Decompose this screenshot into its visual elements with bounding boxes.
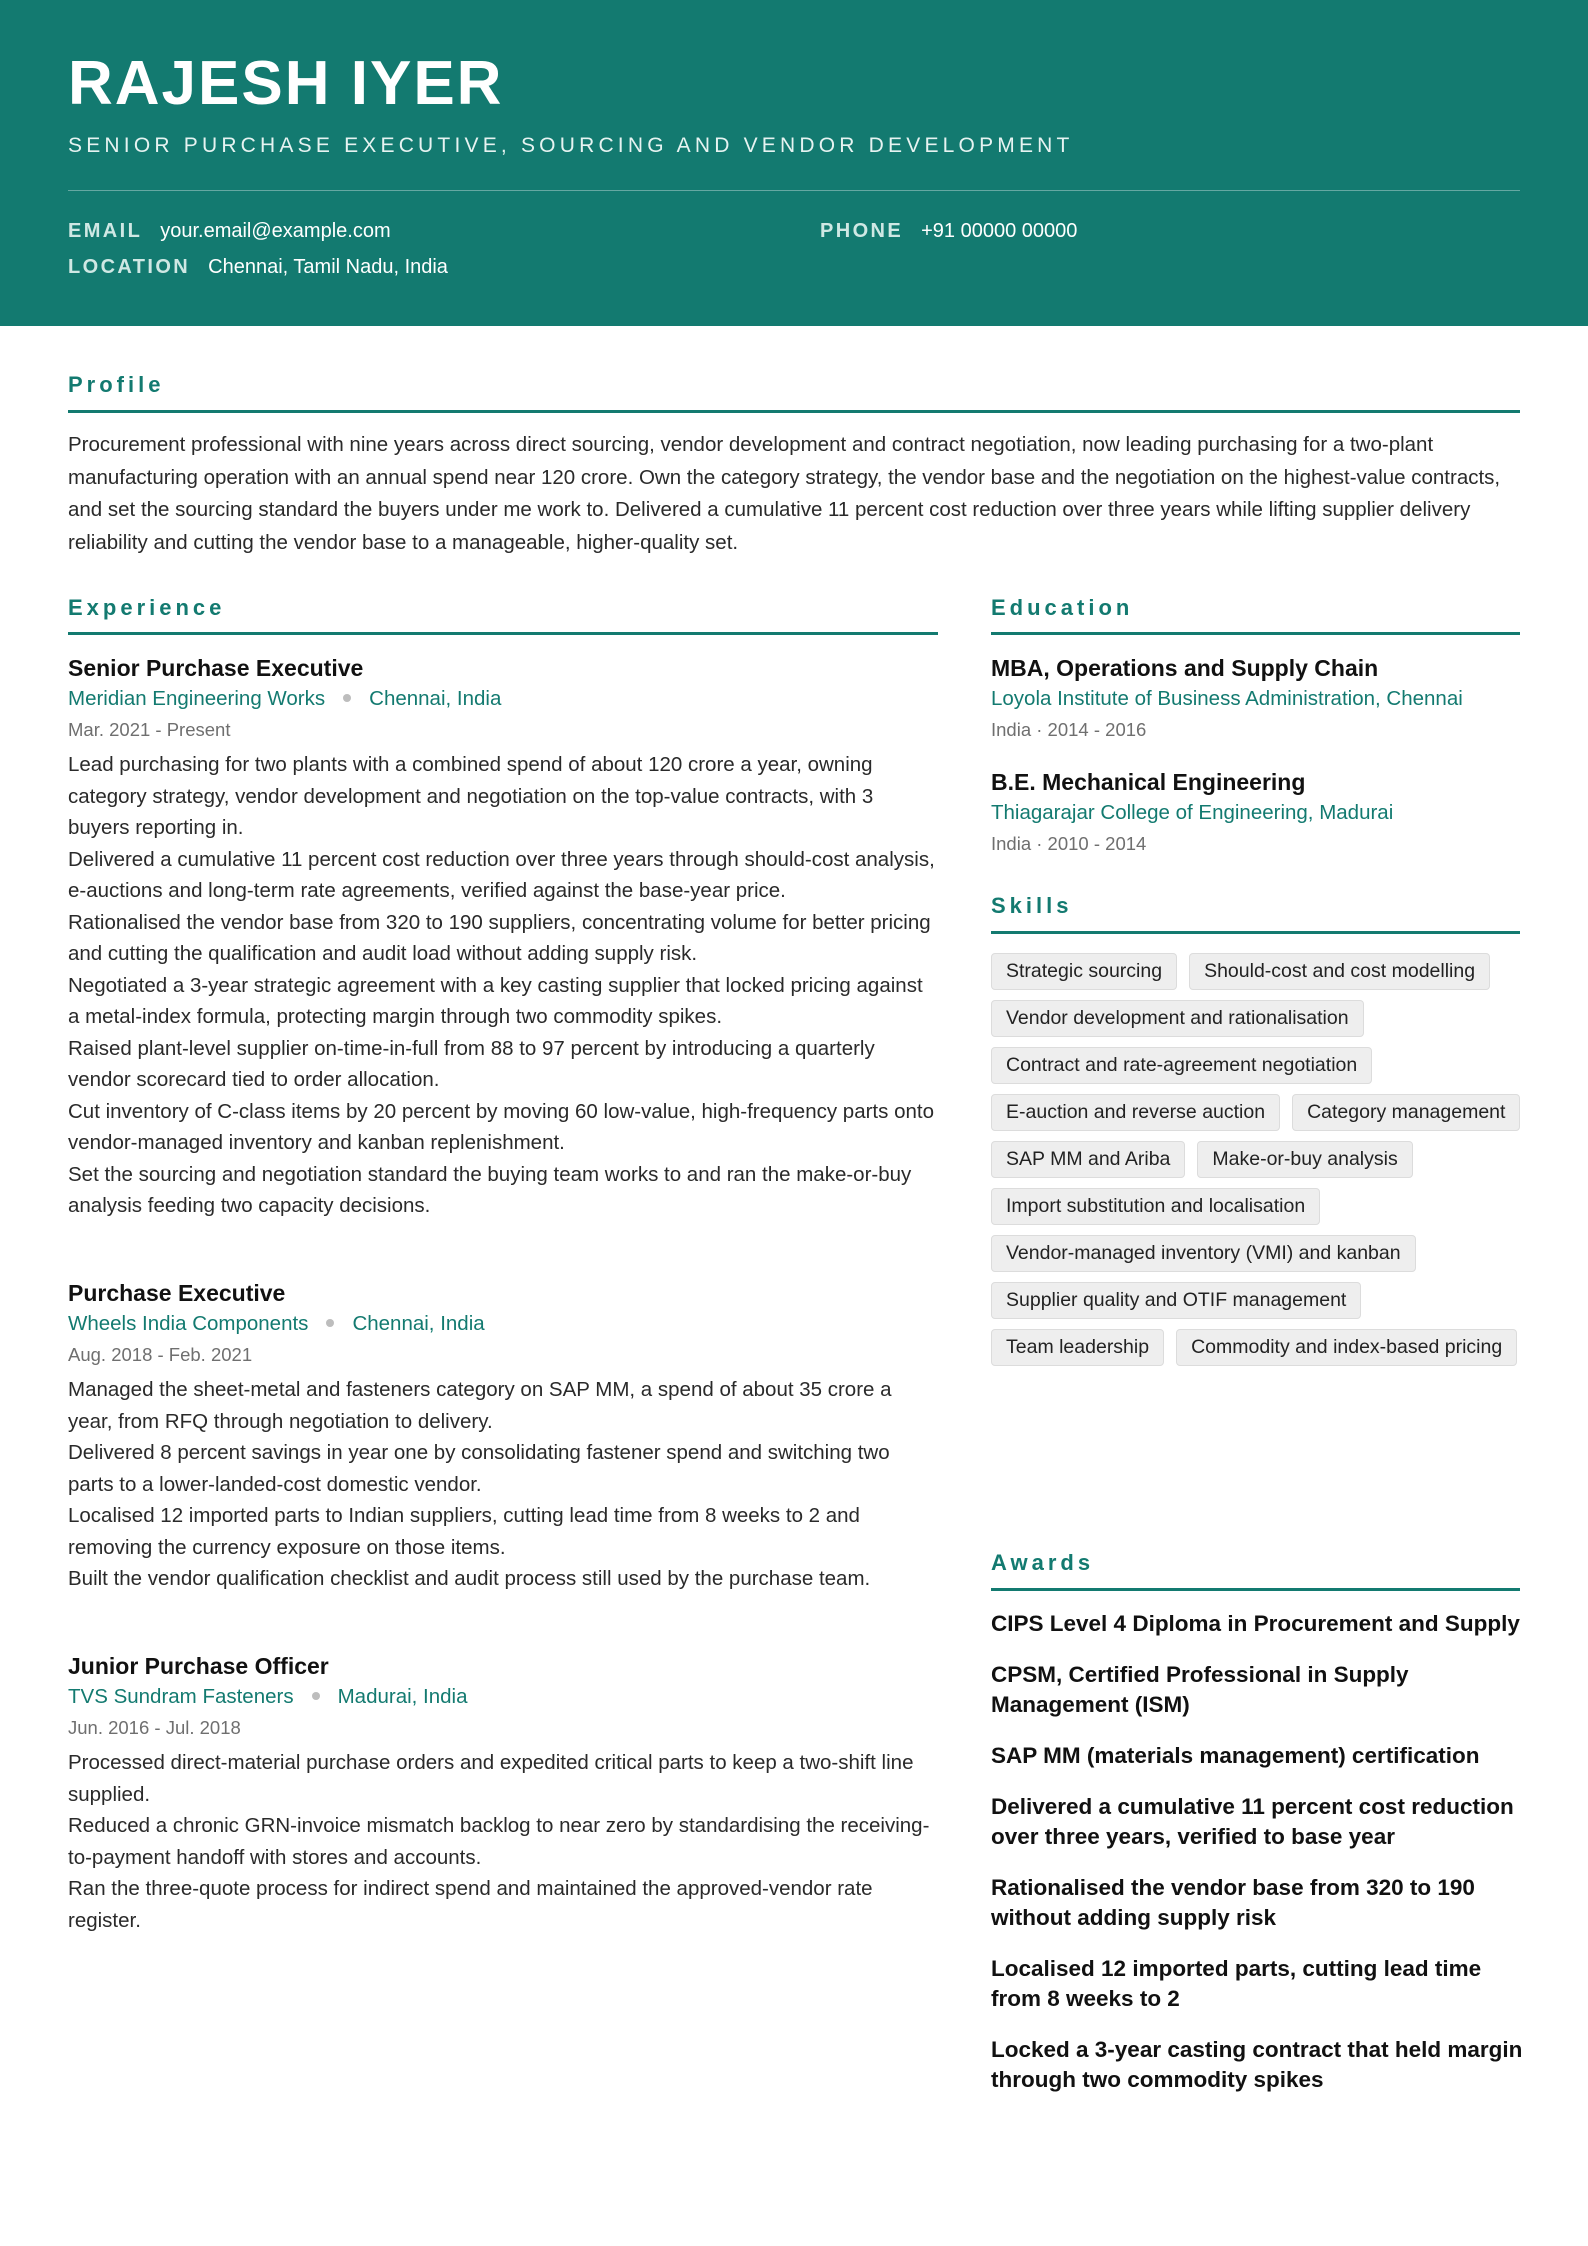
awards-heading: Awards [991, 1550, 1095, 1575]
job-title: Junior Purchase Officer [68, 1653, 329, 1679]
candidate-headline: SENIOR PURCHASE EXECUTIVE, SOURCING AND VENDOR DEVELOPMENT [68, 134, 1074, 157]
job-bullet: Managed the sheet-metal and fasteners category on SAP MM, a spend of about 35 crore a year, from RFQ through negotiation to delivery. [68, 1378, 892, 1433]
job-bullet: Set the sourcing and negotiation standard the buying team works to and ran the make-or-buy analysis feeding two capacity decisions. [68, 1162, 912, 1217]
award-item: Delivered a cumulative 11 percent cost reduction over three years, verified to base year [991, 1794, 1514, 1849]
award-item: CPSM, Certified Professional in Supply Management (ISM) [991, 1662, 1409, 1717]
job-bullet: Raised plant-level supplier on-time-in-full from 88 to 97 percent by introducing a quarterly vendor scorecard tied to order allocation. [68, 1036, 875, 1091]
skills-list [991, 953, 1531, 1366]
education-meta: India · 2010 - 2014 [991, 833, 1147, 854]
job-entry [68, 653, 938, 1222]
job-bullet: Rationalised the vendor base from 320 to 190 suppliers, concentrating volume for better pricing and cutting the qualification and audit load without adding supply risk. [68, 910, 931, 965]
phone-label: PHONE [820, 220, 904, 242]
education-entry [991, 767, 1531, 859]
job-company: TVS Sundram Fasteners [68, 1685, 294, 1708]
resume-header [0, 0, 1588, 326]
location-label: LOCATION [68, 256, 191, 278]
job-company: Meridian Engineering Works [68, 687, 326, 710]
job-bullet: Ran the three-quote process for indirect spend and maintained the approved-vendor rate register. [68, 1877, 873, 1932]
job-location: Madurai, India [337, 1685, 468, 1708]
header-divider [68, 190, 1520, 191]
job-bullet: Negotiated a 3-year strategic agreement with a key casting supplier that locked pricing against a metal-index formula, protecting margin through two commodity spikes. [68, 973, 923, 1028]
skill-tag: Should-cost and cost modelling [1189, 953, 1490, 990]
award-item: Rationalised the vendor base from 320 to 190 without adding supply risk [991, 1875, 1475, 1930]
job-bullet: Processed direct-material purchase orders and expedited critical parts to keep a two-shift line supplied. [68, 1751, 914, 1806]
candidate-name: RAJESH IYER [68, 49, 504, 118]
skill-tag: Strategic sourcing [991, 953, 1177, 990]
job-bullet: Cut inventory of C-class items by 20 percent by moving 60 low-value, high-frequency parts onto vendor-managed inventory and kanban replenishment. [68, 1099, 934, 1154]
job-title: Senior Purchase Executive [68, 655, 364, 681]
award-item: Locked a 3-year casting contract that held margin through two commodity spikes [991, 2037, 1523, 2092]
job-dates: Mar. 2021 - Present [68, 719, 231, 740]
job-company: Wheels India Components [68, 1312, 309, 1335]
job-company-line [68, 1308, 938, 1340]
phone-value[interactable]: +91 00000 00000 [921, 220, 1078, 242]
job-company-line [68, 1681, 938, 1713]
profile-summary: Procurement professional with nine years across direct sourcing, vendor development and contract negotiation, now leading purchasing for a two-plant manufacturing operation with an annual spend near 120 crore. Own the category strategy, the vendor base and the negotiation on the highest-value contracts, and set the sourcing standard the buyers under me work to. Delivered a cumulative 11 percent cost reduction over three years while lifting supplier delivery reliability and cutting the vendor base to a manageable, higher-quality set. [68, 433, 1501, 554]
skill-tag: Vendor-managed inventory (VMI) and kanban [991, 1235, 1416, 1272]
education-meta: India · 2014 - 2016 [991, 719, 1147, 740]
contact-email [68, 218, 391, 244]
award-item: SAP MM (materials management) certification [991, 1743, 1480, 1768]
job-dates: Aug. 2018 - Feb. 2021 [68, 1344, 253, 1365]
award-item: CIPS Level 4 Diploma in Procurement and Supply [991, 1611, 1520, 1636]
skill-tag: E-auction and reverse auction [991, 1094, 1280, 1131]
experience-rule [68, 632, 938, 635]
separator-dot [326, 1319, 334, 1327]
award-item: Localised 12 imported parts, cutting lead time from 8 weeks to 2 [991, 1956, 1482, 2011]
skills-rule [991, 931, 1520, 934]
skills-heading: Skills [991, 893, 1073, 918]
job-bullet: Built the vendor qualification checklist and audit process still used by the purchase team. [68, 1567, 871, 1590]
separator-dot [312, 1692, 320, 1700]
skill-tag: Supplier quality and OTIF management [991, 1282, 1361, 1319]
email-value[interactable]: your.email@example.com [160, 220, 391, 242]
job-location: Chennai, India [352, 1312, 485, 1335]
profile-rule [68, 410, 1520, 413]
contact-location [68, 254, 448, 280]
job-title: Purchase Executive [68, 1280, 286, 1306]
skill-tag: Contract and rate-agreement negotiation [991, 1047, 1372, 1084]
education-degree: B.E. Mechanical Engineering [991, 769, 1306, 795]
skill-tag: SAP MM and Ariba [991, 1141, 1185, 1178]
job-bullet: Delivered a cumulative 11 percent cost reduction over three years through should-cost analysis, e-auctions and long-term rate agreements, verified against the base-year price. [68, 847, 935, 902]
profile-heading: Profile [68, 372, 165, 397]
education-heading: Education [991, 595, 1134, 620]
skill-tag: Team leadership [991, 1329, 1164, 1366]
education-entry [991, 653, 1531, 745]
skill-tag: Vendor development and rationalisation [991, 1000, 1364, 1037]
job-bullet: Reduced a chronic GRN-invoice mismatch backlog to near zero by standardising the receiving-to-payment handoff with stores and accounts. [68, 1814, 930, 1869]
skill-tag: Category management [1292, 1094, 1520, 1131]
skill-tag: Commodity and index-based pricing [1176, 1329, 1517, 1366]
location-value: Chennai, Tamil Nadu, India [208, 256, 448, 278]
job-bullet: Lead purchasing for two plants with a combined spend of about 120 crore a year, owning category strategy, vendor development and negotiation on the top-value contracts, with 3 buyers reporting in. [68, 753, 874, 839]
job-bullet: Delivered 8 percent savings in year one by consolidating fastener spend and switching two parts to a lower-landed-cost domestic vendor. [68, 1441, 890, 1496]
job-entry [68, 1278, 938, 1595]
skill-tag: Make-or-buy analysis [1197, 1141, 1412, 1178]
education-school: Thiagarajar College of Engineering, Madurai [991, 801, 1394, 824]
email-label: EMAIL [68, 220, 143, 242]
awards-rule [991, 1588, 1520, 1591]
contact-phone [820, 218, 1077, 244]
job-dates: Jun. 2016 - Jul. 2018 [68, 1717, 241, 1738]
job-location: Chennai, India [369, 687, 502, 710]
job-entry [68, 1651, 938, 1936]
awards-list [991, 1609, 1531, 2116]
education-degree: MBA, Operations and Supply Chain [991, 655, 1379, 681]
separator-dot [343, 694, 351, 702]
education-school: Loyola Institute of Business Administration, Chennai [991, 687, 1463, 710]
job-bullet: Localised 12 imported parts to Indian suppliers, cutting lead time from 8 weeks to 2 and removing the currency exposure on those items. [68, 1504, 860, 1559]
skill-tag: Import substitution and localisation [991, 1188, 1320, 1225]
experience-heading: Experience [68, 595, 226, 620]
job-company-line [68, 683, 938, 715]
education-rule [991, 632, 1520, 635]
